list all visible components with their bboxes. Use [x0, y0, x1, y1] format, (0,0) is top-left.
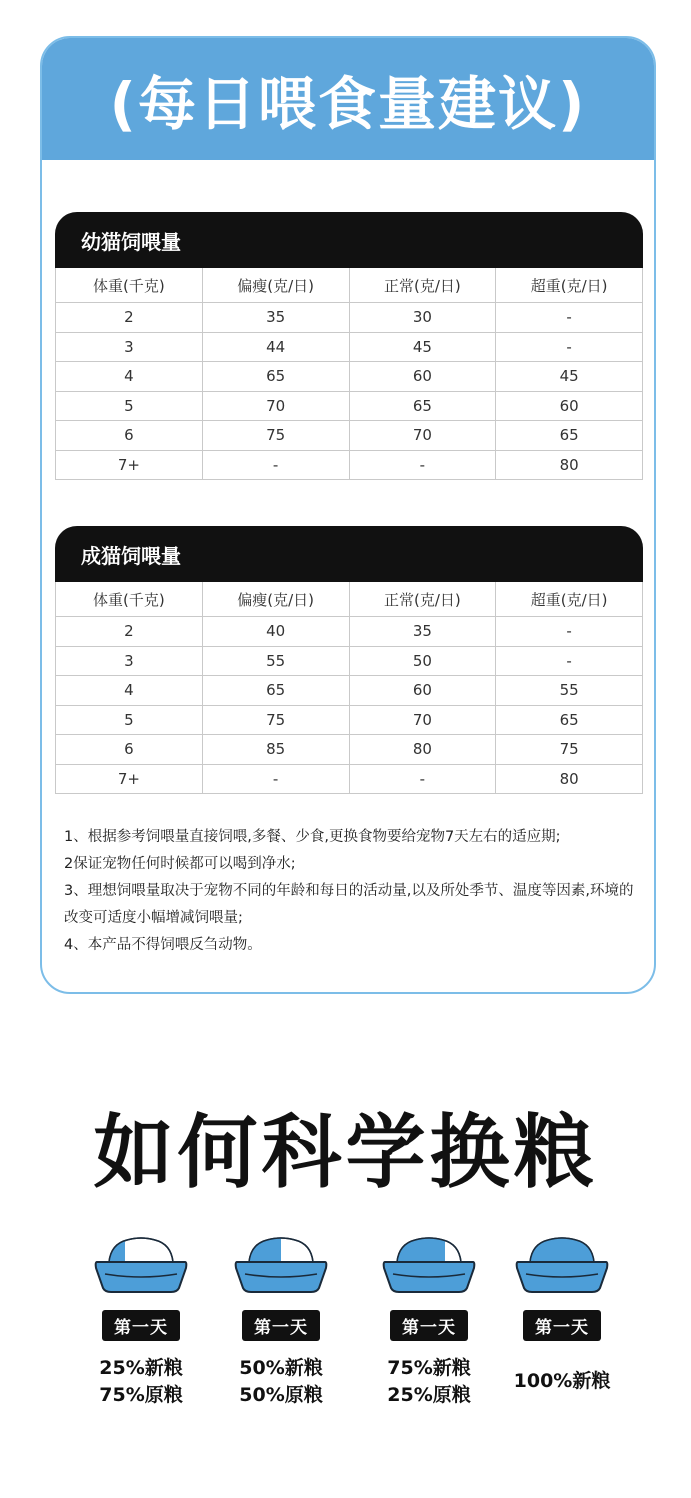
new-food-ratio: 25%新粮	[99, 1357, 183, 1379]
table-cell: 6	[56, 421, 203, 451]
table-cell: 3	[56, 646, 203, 676]
table-cell: 75	[202, 421, 349, 451]
card-title: (每日喂食量建议)	[109, 70, 587, 138]
column-header: 超重(克/日)	[496, 268, 643, 303]
step-4	[487, 1228, 637, 1395]
column-header: 偏瘦(克/日)	[202, 582, 349, 617]
table-cell: 4	[56, 362, 203, 392]
ratio-text	[354, 1355, 504, 1409]
day-label: 第一天	[390, 1310, 468, 1341]
kitten-heading: 幼猫饲喂量	[55, 212, 643, 268]
table-cell: 5	[56, 705, 203, 735]
adult-table	[55, 582, 643, 794]
table-cell: -	[496, 332, 643, 362]
table-cell: 35	[349, 617, 496, 647]
old-food-ratio: 75%原粮	[99, 1384, 183, 1406]
column-header: 正常(克/日)	[349, 582, 496, 617]
table-cell: -	[496, 646, 643, 676]
table-row	[56, 735, 643, 765]
food-bowl-icon	[512, 1228, 612, 1296]
table-header-row	[56, 268, 643, 303]
food-bowl-icon	[379, 1228, 479, 1296]
step-1	[66, 1228, 216, 1409]
table-cell: 70	[349, 705, 496, 735]
table-cell: 80	[496, 764, 643, 794]
table-cell: 6	[56, 735, 203, 765]
table-cell: 50	[349, 646, 496, 676]
table-row	[56, 764, 643, 794]
table-cell: 55	[496, 676, 643, 706]
table-cell: 65	[202, 362, 349, 392]
table-cell: -	[349, 450, 496, 480]
table-cell: 40	[202, 617, 349, 647]
note-item: 1、根据参考饲喂量直接饲喂,多餐、少食,更换食物要给宠物7天左右的适应期;	[64, 829, 561, 845]
table-cell: 30	[349, 303, 496, 333]
transition-steps	[0, 1228, 691, 1428]
ratio-text	[206, 1355, 356, 1409]
table-row	[56, 705, 643, 735]
table-cell: 65	[202, 676, 349, 706]
table-cell: 35	[202, 303, 349, 333]
new-food-ratio: 100%新粮	[513, 1370, 611, 1392]
table-cell: 65	[496, 705, 643, 735]
table-cell: 7+	[56, 764, 203, 794]
food-bowl-icon	[91, 1228, 191, 1296]
table-row	[56, 676, 643, 706]
table-cell: -	[202, 450, 349, 480]
table-row	[56, 391, 643, 421]
table-cell: 2	[56, 303, 203, 333]
table-cell: 70	[349, 421, 496, 451]
table-row	[56, 617, 643, 647]
day-label: 第一天	[523, 1310, 601, 1341]
adult-section	[55, 526, 643, 794]
table-row	[56, 362, 643, 392]
table-cell: 44	[202, 332, 349, 362]
table-cell: 45	[349, 332, 496, 362]
table-cell: -	[202, 764, 349, 794]
card-header	[42, 38, 654, 160]
note-item: 4、本产品不得饲喂反刍动物。	[64, 937, 262, 953]
table-row	[56, 303, 643, 333]
day-label: 第一天	[102, 1310, 180, 1341]
table-cell: 7+	[56, 450, 203, 480]
ratio-text	[66, 1355, 216, 1409]
table-cell: 75	[496, 735, 643, 765]
table-cell: 85	[202, 735, 349, 765]
column-header: 偏瘦(克/日)	[202, 268, 349, 303]
column-header: 体重(千克)	[56, 582, 203, 617]
table-cell: 65	[349, 391, 496, 421]
column-header: 体重(千克)	[56, 268, 203, 303]
table-cell: -	[496, 617, 643, 647]
old-food-ratio: 50%原粮	[239, 1384, 323, 1406]
table-cell: 3	[56, 332, 203, 362]
table-cell: 4	[56, 676, 203, 706]
feeding-card	[40, 36, 656, 994]
note-item: 3、理想饲喂量取决于宠物不同的年龄和每日的活动量,以及所处季节、温度等因素,环境的改变可适度小幅增减饲喂量;	[64, 883, 634, 926]
kitten-table	[55, 268, 643, 480]
day-label: 第一天	[242, 1310, 320, 1341]
new-food-ratio: 50%新粮	[239, 1357, 323, 1379]
table-row	[56, 332, 643, 362]
old-food-ratio: 25%原粮	[387, 1384, 471, 1406]
table-cell: 45	[496, 362, 643, 392]
table-cell: 2	[56, 617, 203, 647]
table-cell: 5	[56, 391, 203, 421]
table-cell: 80	[349, 735, 496, 765]
table-cell: 60	[349, 362, 496, 392]
step-2	[206, 1228, 356, 1409]
transition-title: 如何科学换粮	[93, 1106, 598, 1199]
table-cell: 75	[202, 705, 349, 735]
feeding-notes	[64, 824, 644, 959]
table-header-row	[56, 582, 643, 617]
new-food-ratio: 75%新粮	[387, 1357, 471, 1379]
table-cell: -	[496, 303, 643, 333]
column-header: 正常(克/日)	[349, 268, 496, 303]
column-header: 超重(克/日)	[496, 582, 643, 617]
food-bowl-icon	[231, 1228, 331, 1296]
table-cell: 80	[496, 450, 643, 480]
table-row	[56, 646, 643, 676]
table-cell: 60	[349, 676, 496, 706]
step-3	[354, 1228, 504, 1409]
table-row	[56, 450, 643, 480]
table-cell: 55	[202, 646, 349, 676]
table-cell: 70	[202, 391, 349, 421]
kitten-section	[55, 212, 643, 480]
adult-heading: 成猫饲喂量	[55, 526, 643, 582]
table-cell: 65	[496, 421, 643, 451]
table-cell: -	[349, 764, 496, 794]
new-food-portion	[109, 1234, 125, 1264]
ratio-text	[487, 1368, 637, 1395]
note-item: 2保证宠物任何时候都可以喝到净水;	[64, 856, 296, 872]
table-row	[56, 421, 643, 451]
table-cell: 60	[496, 391, 643, 421]
